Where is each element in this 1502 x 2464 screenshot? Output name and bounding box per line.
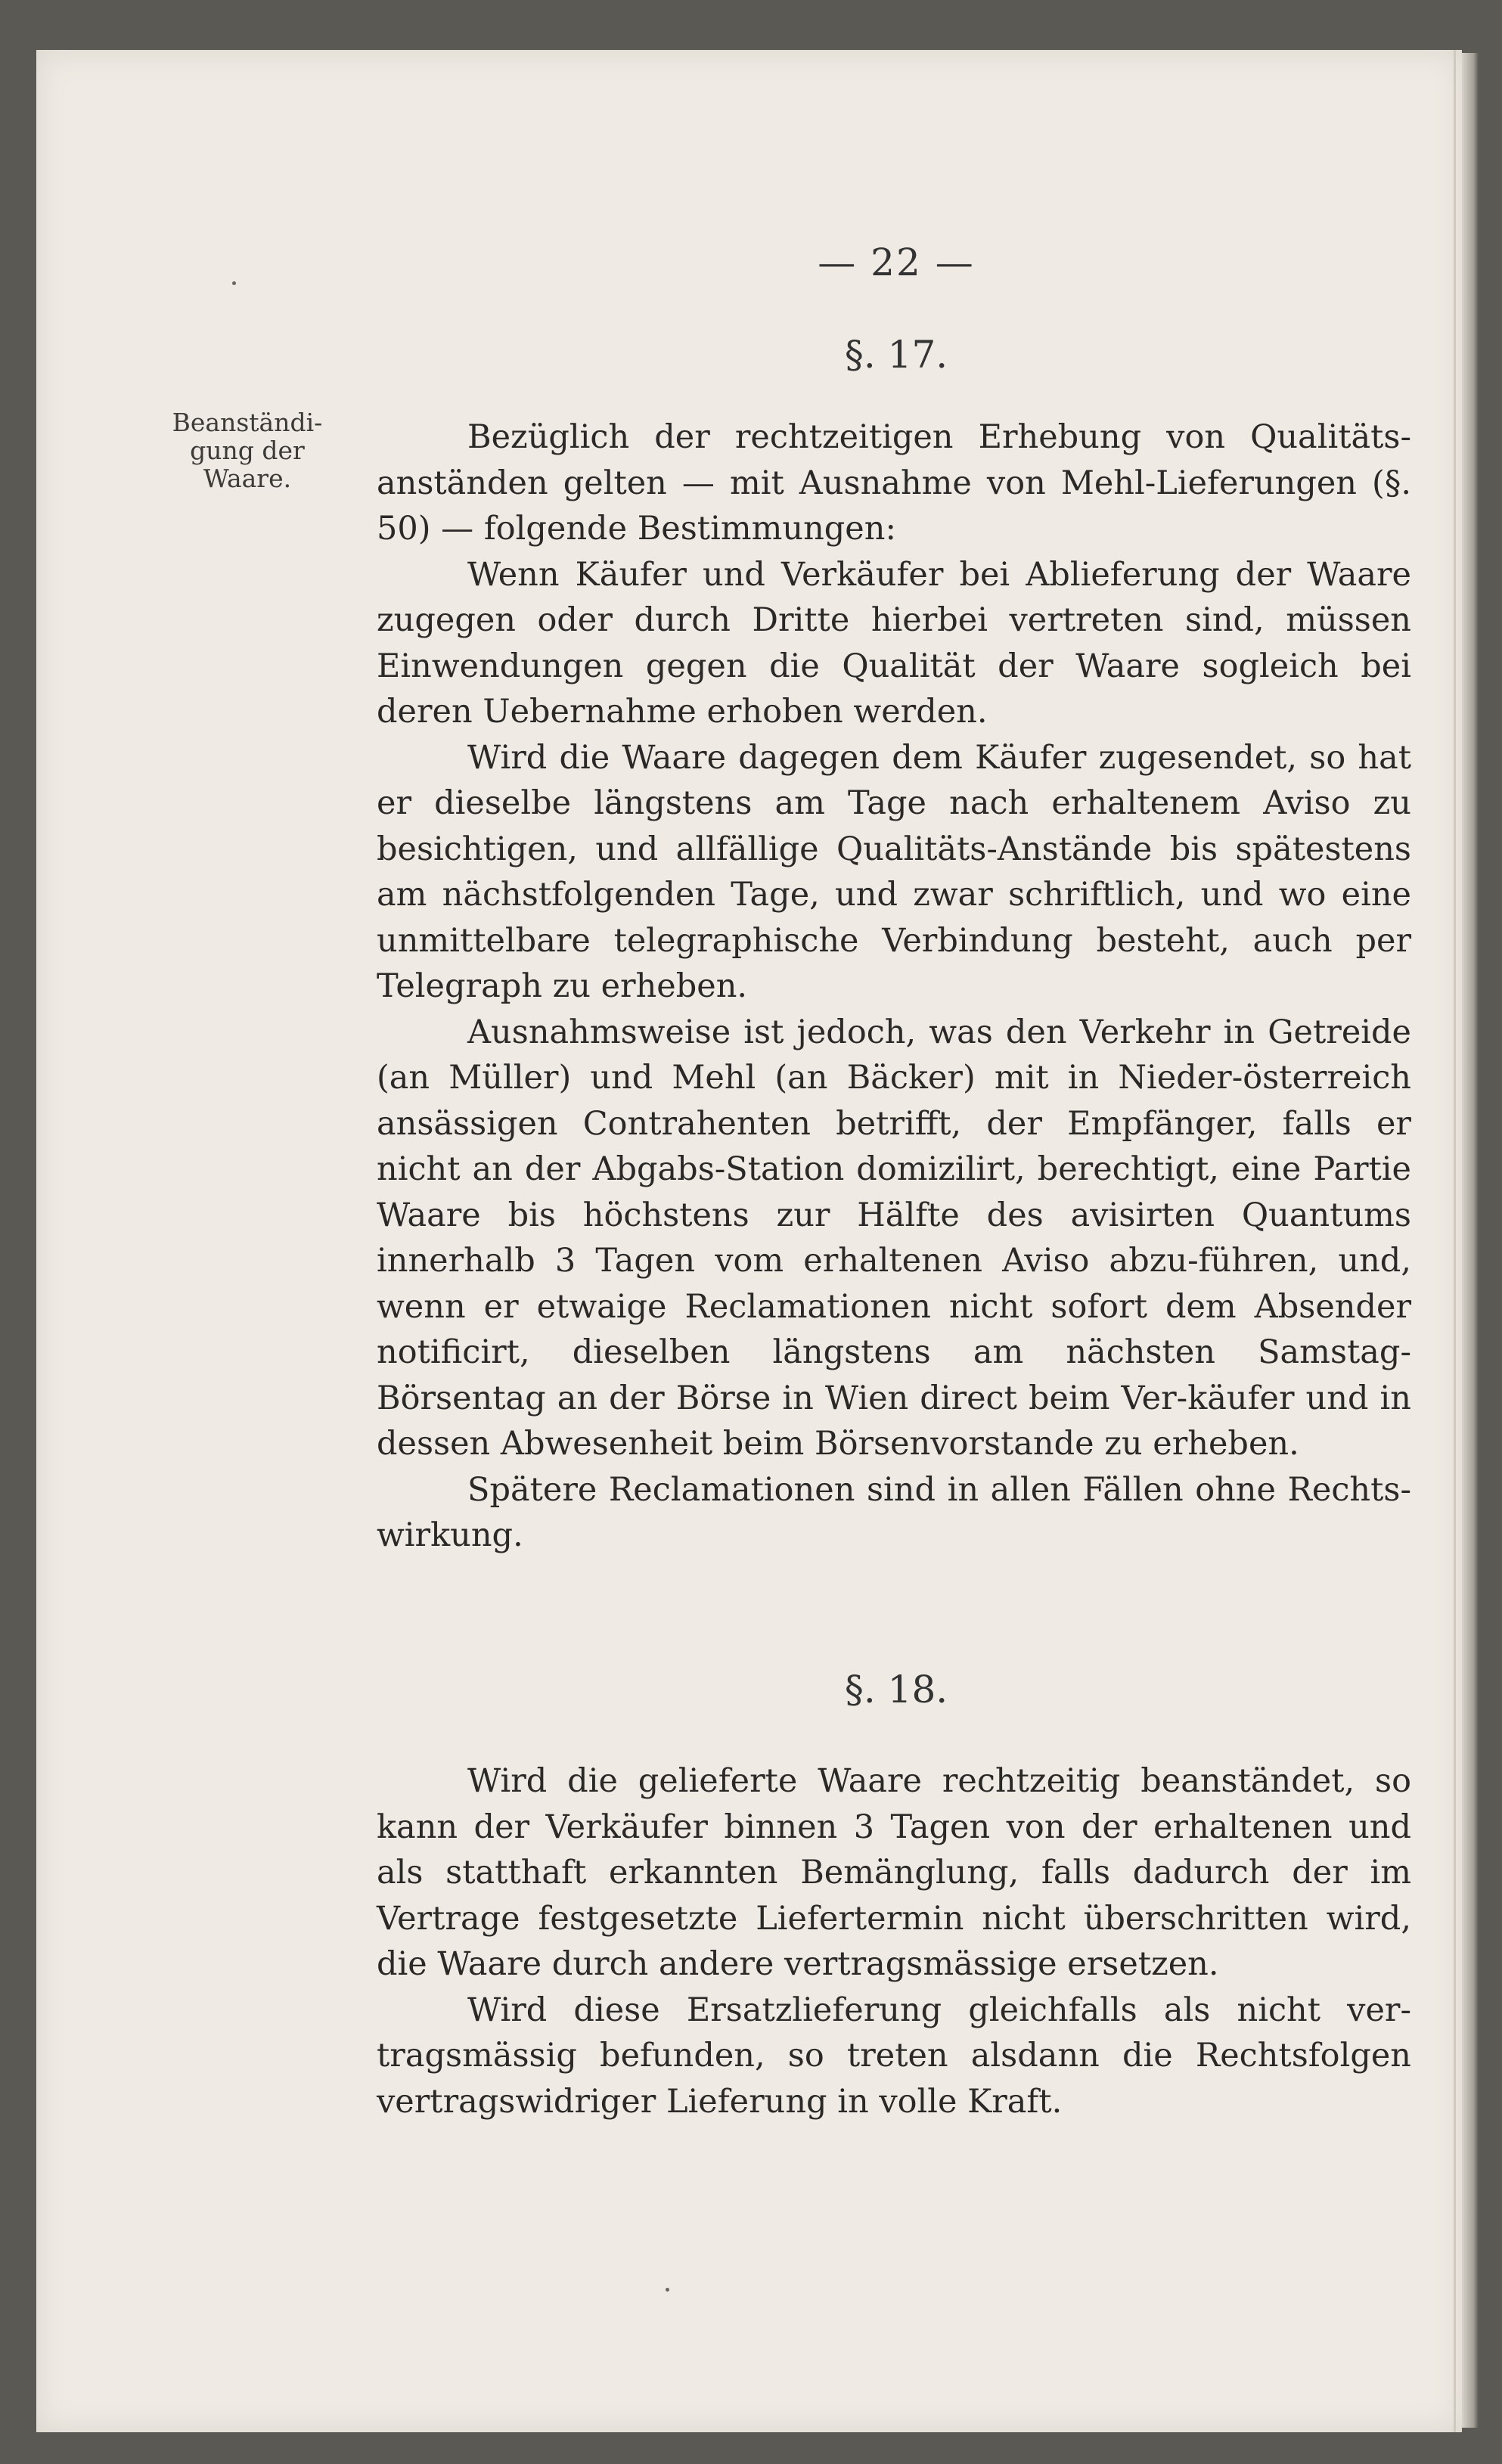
section-heading-18: §. 18. [844,1668,948,1711]
page-edge-line [1454,50,1456,2432]
paragraph: Wird diese Ersatzlieferung gleichfalls als nicht ver-tragsmässig befunden, so treten alsdann die Rechtsfolgen vertragswidriger Lieferung in volle Kraft. [377,1991,1411,2121]
ink-speck [666,2288,669,2292]
page-stack-edge [1462,53,1479,2428]
paragraph: Bezüglich der rechtzeitigen Erhebung von Qualitäts-anständen gelten — mit Ausnahme von Mehl-Lieferungen (§. 50) — folgende Bestimmungen: [377,418,1411,548]
page-number: — 22 — [818,241,975,284]
section-18-body [377,1758,1411,2124]
section-17-body [377,414,1411,1559]
ink-speck [232,281,236,285]
section-heading-17: §. 17. [844,333,948,377]
paragraph: Wird die Waare dagegen dem Käufer zugesendet, so hat er dieselbe längstens am Tage nach erhaltenem Aviso zu besichtigen, und allfällige Qualitäts-Anstände bis spätestens am nächstfolgenden Tage, und zwar schriftlich, und wo eine unmittelbare telegraphische Verbindung besteht, auch per Telegraph zu erheben. [377,738,1411,1005]
paragraph: Spätere Reclamationen sind in allen Fällen ohne Rechts-wirkung. [377,1470,1411,1554]
paragraph: Wenn Käufer und Verkäufer bei Ablieferung der Waare zugegen oder durch Dritte hierbei vertreten sind, müssen Einwendungen gegen die Qualität der Waare sogleich bei deren Uebernahme erhoben werden. [377,555,1411,731]
paragraph: Wird die gelieferte Waare rechtzeitig beanständet, so kann der Verkäufer binnen 3 Tagen von der erhaltenen und als statthaft erkannten Bemänglung, falls dadurch der im Vertrage festgesetzte Liefertermin nicht überschritten wird, die Waare durch andere vertragsmässige ersetzen. [377,1762,1411,1983]
paragraph: Ausnahmsweise ist jedoch, was den Verkehr in Getreide (an Müller) und Mehl (an Bäcker) mit in Nieder-österreich ansässigen Contrahenten betrifft, der Empfänger, falls er nicht an der Abgabs-Station domizilirt, berechtigt, eine Partie Waare bis höchstens zur Hälfte des avisirten Quantums innerhalb 3 Tagen vom erhaltenen Aviso abzu-führen, und, wenn er etwaige Reclamationen nicht sofort dem Absender notificirt, dieselben längstens am nächsten Samstag-Börsentag an der Börse in Wien direct beim Ver-käufer und in dessen Abwesenheit beim Börsenvorstande zu erheben. [377,1013,1411,1463]
margin-note: Beanständi-gung der Waare. [172,408,323,493]
